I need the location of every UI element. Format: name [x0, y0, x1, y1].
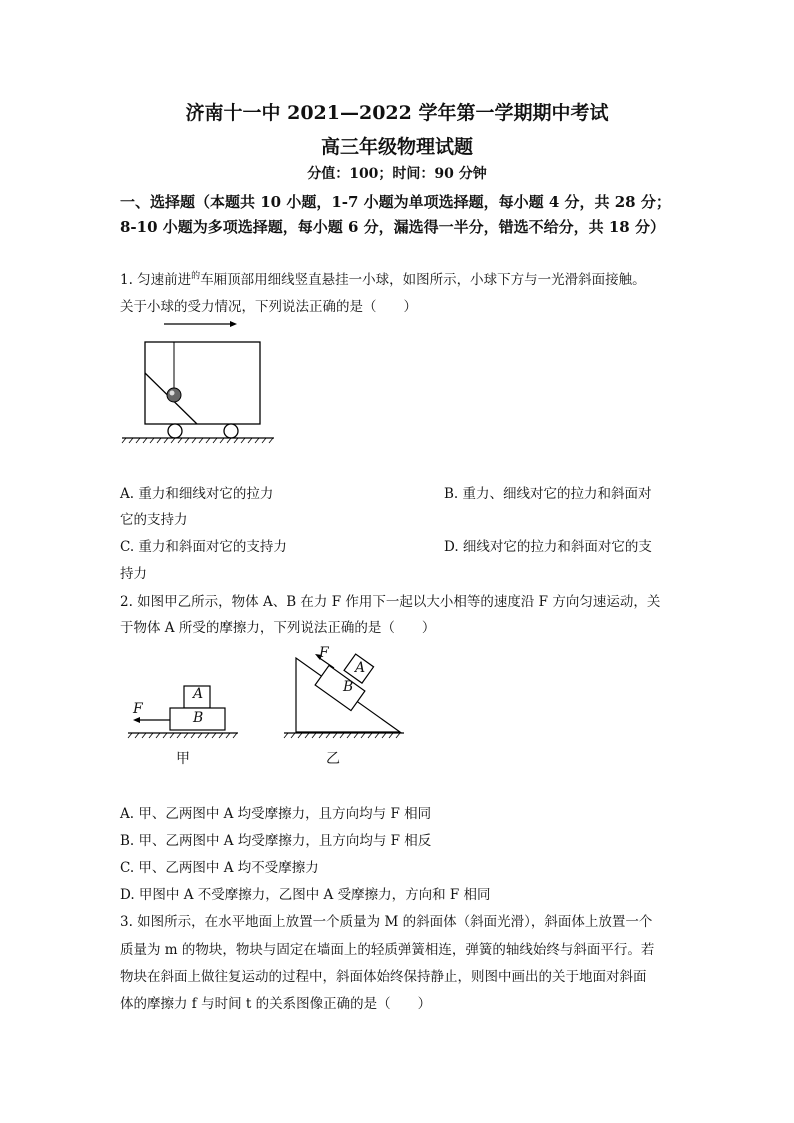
- q2-option-a: A. 甲、乙两图中 A 均受摩擦力，且方向均与 F 相同: [120, 806, 432, 822]
- exam-meta: 分值：100；时间：90 分钟: [307, 166, 487, 182]
- q1-text-b: 车厢顶部用细线竖直悬挂一小球，如图所示，小球下方与一光滑斜面接触。: [200, 272, 646, 288]
- q2-option-d: D. 甲图中 A 不受摩擦力，乙图中 A 受摩擦力，方向和 F 相同: [120, 887, 491, 903]
- q1-line1: [120, 268, 646, 288]
- q1-option-a: A. 重力和细线对它的拉力: [120, 486, 274, 502]
- q3-line3: 物块在斜面上做往复运动的过程中，斜面体始终保持静止，则图中画出的关于地面对斜面: [120, 969, 647, 985]
- q1-line2: 关于小球的受力情况，下列说法正确的是（ ）: [120, 299, 417, 315]
- q2-yi-label-b: B: [343, 679, 354, 695]
- q3-line4: 体的摩擦力 f 与时间 t 的关系图像正确的是（ ）: [120, 996, 432, 1012]
- q1-option-b-cont: 它的支持力: [120, 512, 188, 528]
- q1-sup: 的: [191, 271, 201, 282]
- q3-line2: 质量为 m 的物块，物块与固定在墙面上的轻质弹簧相连，弹簧的轴线始终与斜面平行。若: [120, 942, 655, 958]
- q1-text-a: 1. 匀速前进: [120, 272, 192, 288]
- q1-option-b: B. 重力、细线对它的拉力和斜面对: [444, 486, 652, 502]
- q2-line1: 2. 如图甲乙所示，物体 A、B 在力 F 作用下一起以大小相等的速度沿 F 方向匀速运动，关: [120, 594, 661, 610]
- q2-figure-label-jia: 甲: [176, 751, 190, 767]
- q2-option-c: C. 甲、乙两图中 A 均不受摩擦力: [120, 860, 319, 876]
- q1-figure-cart: [118, 318, 278, 443]
- q2-figure-label-yi: 乙: [326, 751, 340, 767]
- q2-option-b: B. 甲、乙两图中 A 均受摩擦力，且方向均与 F 相反: [120, 833, 432, 849]
- q2-line2: 于物体 A 所受的摩擦力，下列说法正确的是（ ）: [120, 620, 436, 636]
- section-heading: 一、选择题（本题共 10 小题，1-7 小题为单项选择题，每小题 4 分，共 28 分；8-10 小题为多项选择题，每小题 6 分，漏选得一半分，错选不给分，共 18 分）: [120, 193, 671, 236]
- q2-figure-yi: [282, 648, 407, 744]
- q1-option-d: D. 细线对它的拉力和斜面对它的支: [444, 539, 652, 555]
- q2-yi-label-a: A: [355, 660, 366, 676]
- q1-option-c: C. 重力和斜面对它的支持力: [120, 539, 287, 555]
- q2-jia-label-a: A: [193, 686, 204, 702]
- q1-option-d-cont: 持力: [120, 566, 147, 582]
- q3-line1: 3. 如图所示，在水平地面上放置一个质量为 M 的斜面体（斜面光滑），斜面体上放置一个: [120, 914, 653, 930]
- exam-title: 济南十一中 2021—2022 学年第一学期期中考试: [185, 102, 609, 124]
- q2-jia-label-f: F: [133, 701, 143, 717]
- q2-yi-label-f: F: [319, 645, 329, 661]
- q2-jia-label-b: B: [193, 710, 204, 726]
- exam-subtitle: 高三年级物理试题: [320, 136, 473, 158]
- q2-figure-jia: [126, 682, 241, 744]
